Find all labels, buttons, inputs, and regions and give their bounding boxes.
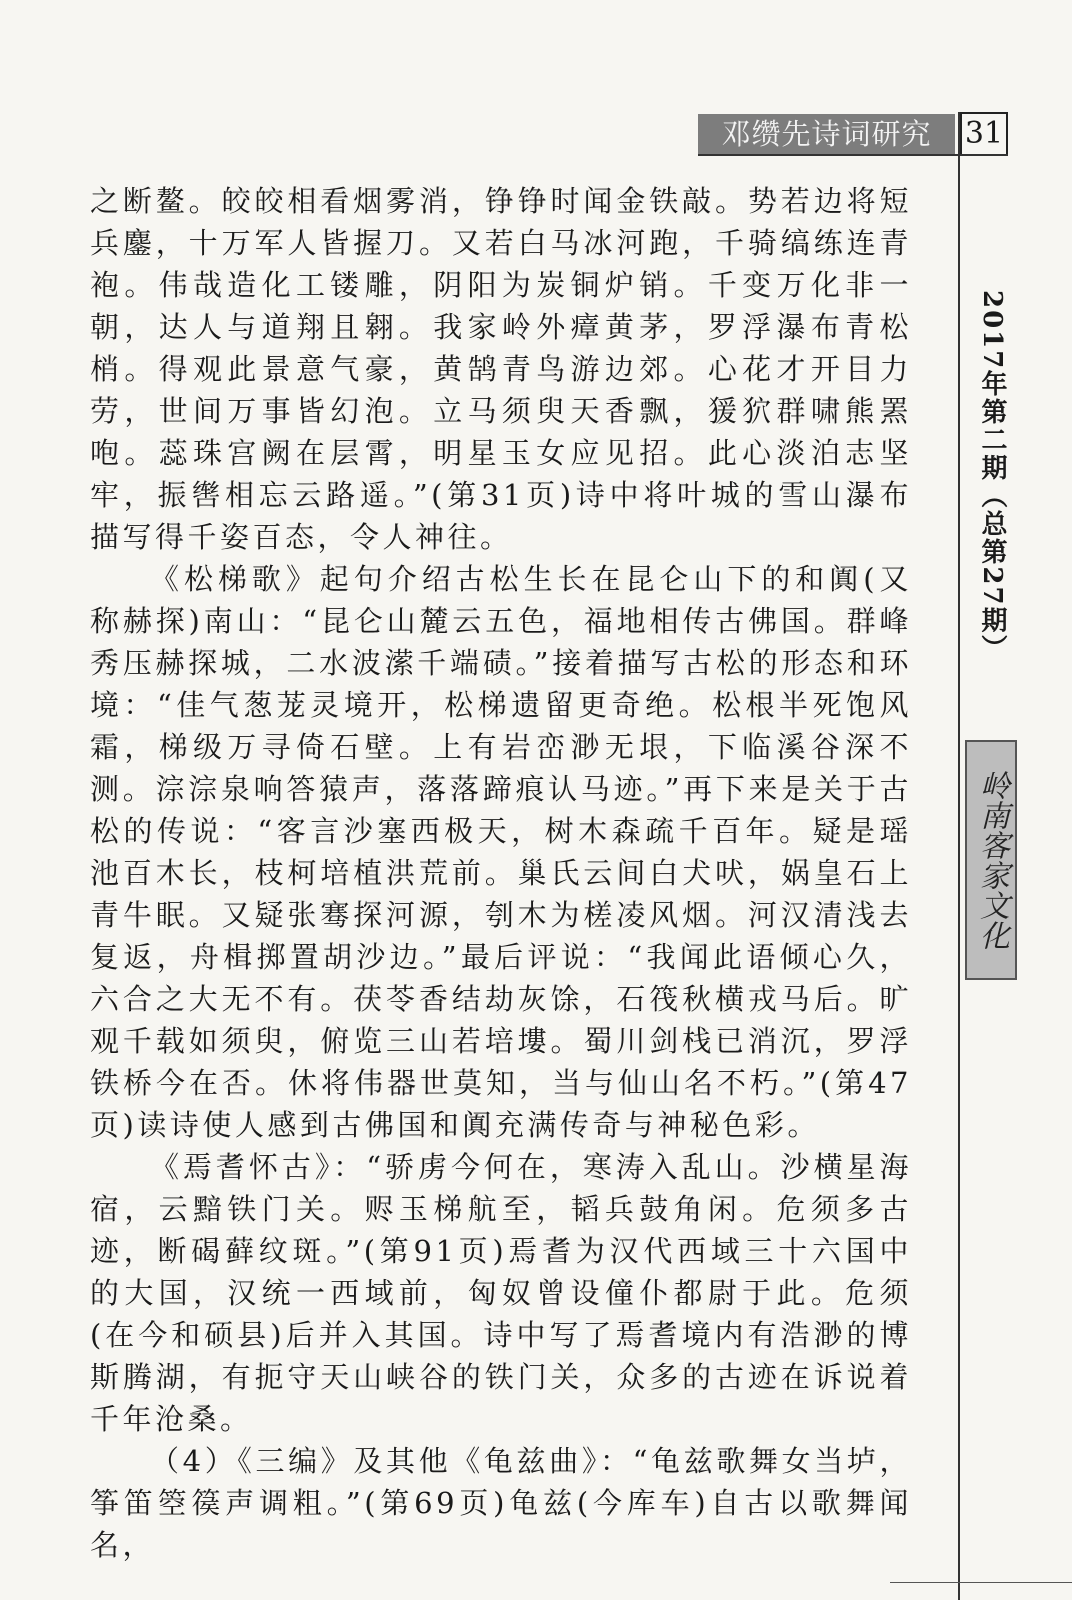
page-number: 31	[960, 112, 1008, 156]
footer-rule	[890, 1582, 1072, 1583]
column-logo: 岭南客家文化	[965, 740, 1017, 980]
margin-rule	[958, 112, 960, 1600]
header-rule	[698, 154, 1008, 156]
paragraph: 之断鳌。皎皎相看烟雾消，铮铮时闻金铁敲。势若边将短兵鏖，十万军人皆握刀。又若白马冰河跑，千骑缟练连青袍。伟哉造化工镂雕，阴阳为炭铜炉销。千变万化非一朝，达人与道翔且翱。我家岭外瘴黄茅，罗浮瀑布青松梢。得观此景意气豪，黄鹄青鸟游边郊。心花才开目力劳，世间万事皆幻泡。立马须臾天香飘，猨狖群啸熊罴咆。蕊珠宫阙在层霄，明星玉女应见招。此心淡泊志坚牢，振辔相忘云路遥。”(第31页)诗中将叶城的雪山瀑布描写得千姿百态，令人神往。	[90, 184, 912, 554]
paragraph: （4）《三编》及其他《龟兹曲》：“龟兹歌舞女当垆，筝笛箜篌声调粗。”(第69页)龟兹(今库车)自古以歌舞闻名，	[90, 1444, 912, 1562]
article-body	[90, 180, 912, 1566]
journal-title: 邓缵先诗词研究	[698, 114, 955, 154]
issue-label: 2017年第二期（总第27期）	[977, 290, 1007, 663]
paragraph: 《焉耆怀古》：“骄虏今何在，寒涛入乱山。沙横星海宿，云黯铁门关。赆玉梯航至，韬兵鼓角闲。危须多古迹，断碣藓纹斑。”(第91页)焉耆为汉代西域三十六国中的大国，汉统一西域前，匈奴曾设僮仆都尉于此。危须(在今和硕县)后并入其国。诗中写了焉耆境内有浩渺的博斯腾湖，有扼守天山峡谷的铁门关，众多的古迹在诉说着千年沧桑。	[90, 1150, 912, 1436]
paragraph: 《松梯歌》起句介绍古松生长在昆仑山下的和阗(又称赫探)南山：“昆仑山麓云五色，福地相传古佛国。群峰秀压赫探城，二水波潆千端碛。”接着描写古松的形态和环境：“佳气葱茏灵境开，松梯遗留更奇绝。松根半死饱风霜，梯级万寻倚石壁。上有岩峦渺无垠，下临溪谷深不测。淙淙泉响答猿声，落落蹄痕认马迹。”再下来是关于古松的传说：“客言沙塞西极天，树木森疏千百年。疑是瑶池百木长，枝柯培植洪荒前。巢氏云间白犬吠，娲皇石上青牛眠。又疑张骞探河源，刳木为槎凌风烟。河汉清浅去复返，舟楫掷置胡沙边。”最后评说：“我闻此语倾心久，六合之大无不有。茯苓香结劫灰馀，石筏秋横戎马后。旷观千载如须臾，俯览三山若培塿。蜀川剑栈已消沉，罗浮铁桥今在否。休将伟器世莫知，当与仙山名不朽。”(第47页)读诗使人感到古佛国和阗充满传奇与神秘色彩。	[90, 562, 912, 1142]
